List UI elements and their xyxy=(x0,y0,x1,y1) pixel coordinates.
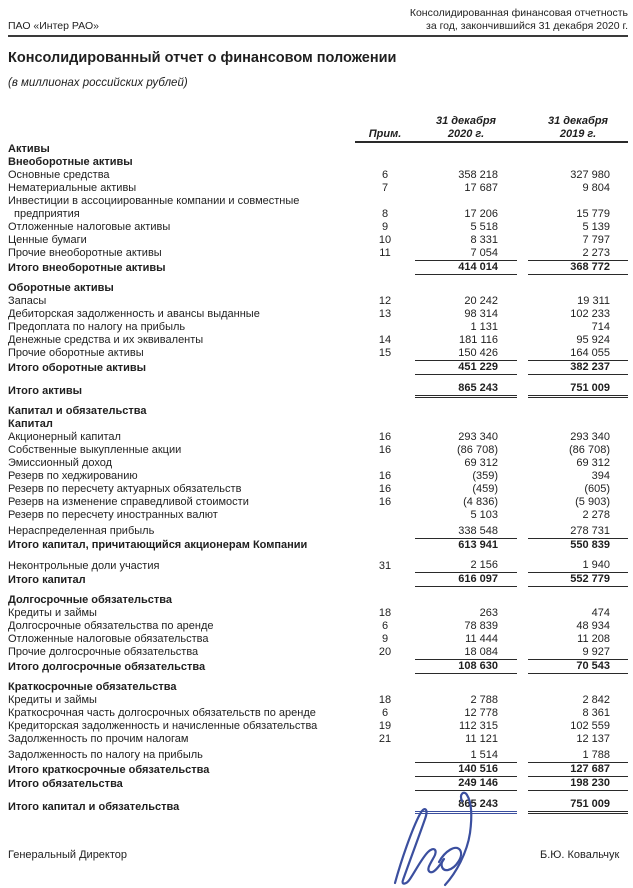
row-label: Прочие долгосрочные обязательства xyxy=(8,646,199,658)
total-row xyxy=(8,360,628,375)
doc-header xyxy=(0,0,633,33)
table-row xyxy=(8,607,628,620)
notes-column-header: Прим. xyxy=(368,128,402,140)
value-cell: 17 687 xyxy=(464,182,498,194)
section-header-row xyxy=(8,156,628,169)
value-cell: 102 233 xyxy=(570,308,610,320)
value-cell: 11 444 xyxy=(465,633,498,645)
value-cell: 15 779 xyxy=(576,208,610,220)
row-values xyxy=(355,470,628,483)
row-values xyxy=(355,360,628,375)
row-label: Итого капитал, причитающийся акционерам Компании xyxy=(8,539,308,551)
total-row xyxy=(8,798,628,814)
value-cell: 70 543 xyxy=(528,659,628,674)
value-cell: 263 xyxy=(479,607,498,619)
value-cell: (86 708) xyxy=(569,444,610,456)
total-row xyxy=(8,260,628,275)
signer-name: Б.Ю. Ковальчук xyxy=(540,849,620,861)
row-values xyxy=(355,509,628,522)
header-underline-group xyxy=(355,115,628,143)
note-ref: 20 xyxy=(378,646,392,658)
row-label: Резерв на изменение справедливой стоимости xyxy=(8,496,249,508)
row-label: Итого обязательства xyxy=(8,778,123,790)
row-values xyxy=(355,496,628,509)
row-label: Итого капитал xyxy=(8,574,86,586)
row-values xyxy=(355,382,628,398)
value-cell: 2 788 xyxy=(470,694,498,706)
note-ref: 9 xyxy=(381,221,389,233)
value-cell: (5 903) xyxy=(575,496,610,508)
note-ref: 21 xyxy=(378,733,392,745)
row-label: Прочие оборотные активы xyxy=(8,347,144,359)
section-header-row xyxy=(8,594,628,607)
value-cell: 451 229 xyxy=(415,360,517,375)
value-cell: 751 009 xyxy=(528,382,628,398)
table-row xyxy=(8,295,628,308)
note-ref: 6 xyxy=(381,620,389,632)
row-label: Резерв по пересчету актуарных обязательств xyxy=(8,483,242,495)
value-cell: 616 097 xyxy=(415,573,517,587)
value-cell: 9 927 xyxy=(582,646,610,658)
value-cell: 368 772 xyxy=(528,260,628,275)
table-row xyxy=(8,247,628,260)
value-cell: (4 836) xyxy=(463,496,498,508)
value-cell: 865 243 xyxy=(415,798,517,814)
note-ref: 13 xyxy=(378,308,392,320)
section-header-row xyxy=(8,681,628,694)
row-values xyxy=(355,208,628,221)
table-row xyxy=(8,321,628,334)
row-values xyxy=(355,483,628,496)
row-label: Внеоборотные активы xyxy=(8,156,133,168)
note-ref: 16 xyxy=(378,483,392,495)
header-divider xyxy=(8,35,628,37)
row-values xyxy=(355,221,628,234)
row-label: Ценные бумаги xyxy=(8,234,87,246)
row-label: Задолженность по прочим налогам xyxy=(8,733,189,745)
row-values xyxy=(355,431,628,444)
value-cell: (359) xyxy=(472,470,498,482)
row-label: Итого активы xyxy=(8,385,83,397)
row-values xyxy=(355,573,628,587)
value-cell: 17 206 xyxy=(464,208,498,220)
value-cell: 127 687 xyxy=(528,762,628,777)
row-label: Оборотные активы xyxy=(8,282,114,294)
row-values xyxy=(355,260,628,275)
table-row xyxy=(8,347,628,360)
note-ref: 14 xyxy=(378,334,392,346)
value-cell: 2 273 xyxy=(582,247,610,259)
row-label: Капитал xyxy=(8,418,53,430)
value-cell: 293 340 xyxy=(458,431,498,443)
value-cell: 1 514 xyxy=(470,749,498,761)
table-row xyxy=(8,431,628,444)
value-cell: 150 426 xyxy=(458,347,498,359)
row-label: Основные средства xyxy=(8,169,110,181)
table-row xyxy=(8,620,628,633)
row-values xyxy=(355,295,628,308)
value-cell: 249 146 xyxy=(415,777,517,791)
row-label: Инвестиции в ассоциированные компании и совместные предприятия xyxy=(8,195,300,220)
row-label: Итого краткосрочные обязательства xyxy=(8,764,210,776)
value-cell: 20 242 xyxy=(464,295,498,307)
table-row xyxy=(8,444,628,457)
note-ref: 16 xyxy=(378,470,392,482)
note-ref: 9 xyxy=(381,633,389,645)
value-cell: 12 137 xyxy=(576,733,610,745)
report-period-line1: Консолидированная финансовая отчетность xyxy=(409,7,628,19)
table-row xyxy=(8,633,628,646)
value-cell: 5 139 xyxy=(582,221,610,233)
row-values xyxy=(355,457,628,470)
total-row xyxy=(8,659,628,674)
row-label: Собственные выкупленные акции xyxy=(8,444,182,456)
value-cell: 69 312 xyxy=(464,457,498,469)
value-cell: (459) xyxy=(472,483,498,495)
value-cell: 8 361 xyxy=(582,707,610,719)
row-label: Долгосрочные обязательства xyxy=(8,594,173,606)
row-label: Активы xyxy=(8,143,50,155)
value-cell: 7 054 xyxy=(470,247,498,259)
value-cell: 2 842 xyxy=(582,694,610,706)
row-values xyxy=(355,720,628,733)
value-cell: 358 218 xyxy=(458,169,498,181)
value-cell: 1 788 xyxy=(582,749,610,761)
value-cell: 108 630 xyxy=(415,659,517,674)
row-label: Итого внеоборотные активы xyxy=(8,262,166,274)
section-header-row xyxy=(8,405,628,418)
row-values xyxy=(355,234,628,247)
value-cell: 95 924 xyxy=(576,334,610,346)
note-ref: 6 xyxy=(381,707,389,719)
note-ref: 18 xyxy=(378,607,392,619)
row-values xyxy=(355,633,628,646)
section-header-row xyxy=(8,418,628,431)
table-row xyxy=(8,483,628,496)
signer-role: Генеральный Директор xyxy=(8,849,128,861)
note-ref: 16 xyxy=(378,431,392,443)
row-label: Прочие внеоборотные активы xyxy=(8,247,162,259)
row-values xyxy=(355,308,628,321)
note-ref: 10 xyxy=(378,234,392,246)
row-values xyxy=(355,762,628,777)
row-label: Итого долгосрочные обязательства xyxy=(8,661,206,673)
row-label: Предоплата по налогу на прибыль xyxy=(8,321,186,333)
value-cell: 5 518 xyxy=(470,221,498,233)
value-cell: 198 230 xyxy=(528,777,628,791)
report-period xyxy=(410,7,628,33)
note-ref: 18 xyxy=(378,694,392,706)
value-cell: 2 156 xyxy=(415,559,517,573)
row-values xyxy=(355,538,628,552)
company-name: ПАО «Интер РАО» xyxy=(8,20,99,32)
row-values xyxy=(355,777,628,791)
value-cell: 9 804 xyxy=(582,182,610,194)
value-cell: 550 839 xyxy=(528,538,628,552)
row-values xyxy=(355,321,628,334)
row-values xyxy=(355,646,628,659)
row-label: Краткосрочная часть долгосрочных обязательств по аренде xyxy=(8,707,316,719)
row-label: Денежные средства и их эквиваленты xyxy=(8,334,204,346)
row-label: Запасы xyxy=(8,295,47,307)
table-row xyxy=(8,234,628,247)
row-values xyxy=(355,659,628,674)
column-header-2019: 31 декабря 2019 г. xyxy=(547,115,609,140)
table-row xyxy=(8,509,628,522)
row-label: Кредиторская задолженность и начисленные обязательства xyxy=(8,720,318,732)
total-row xyxy=(8,762,628,777)
value-cell: 1 940 xyxy=(528,559,628,573)
row-label: Кредиты и займы xyxy=(8,607,97,619)
table-row xyxy=(8,720,628,733)
value-cell: 18 084 xyxy=(464,646,498,658)
value-cell: 293 340 xyxy=(570,431,610,443)
table-row xyxy=(8,169,628,182)
table-row xyxy=(8,733,628,746)
row-label: Итого капитал и обязательства xyxy=(8,801,180,813)
row-label: Нематериальные активы xyxy=(8,182,137,194)
table-row xyxy=(8,707,628,720)
row-values xyxy=(355,749,628,762)
table-row xyxy=(8,559,628,573)
row-label: Итого оборотные активы xyxy=(8,362,147,374)
table-row xyxy=(8,694,628,707)
value-cell: 751 009 xyxy=(528,798,628,814)
value-cell: 11 121 xyxy=(465,733,498,745)
value-cell: 394 xyxy=(591,470,610,482)
section-header-row xyxy=(8,143,628,156)
row-values xyxy=(355,694,628,707)
value-cell: 1 131 xyxy=(470,321,498,333)
column-header-2020: 31 декабря 2020 г. xyxy=(435,115,497,140)
table-row xyxy=(8,646,628,659)
table-row xyxy=(8,195,628,221)
row-values xyxy=(355,334,628,347)
value-cell: 552 779 xyxy=(528,573,628,587)
table-row xyxy=(8,496,628,509)
total-row xyxy=(8,573,628,587)
row-label: Отложенные налоговые обязательства xyxy=(8,633,209,645)
row-values xyxy=(355,620,628,633)
value-cell: 112 315 xyxy=(459,720,498,732)
value-cell: 382 237 xyxy=(528,360,628,375)
table-row xyxy=(8,749,628,762)
value-cell: 474 xyxy=(591,607,610,619)
row-label: Нераспределенная прибыль xyxy=(8,525,155,537)
row-label: Задолженность по налогу на прибыль xyxy=(8,749,203,761)
value-cell: 327 980 xyxy=(570,169,610,181)
value-cell: 69 312 xyxy=(576,457,610,469)
row-label: Дебиторская задолженность и авансы выданные xyxy=(8,308,260,320)
value-cell: 414 014 xyxy=(415,260,517,275)
row-label: Отложенные налоговые активы xyxy=(8,221,171,233)
value-cell: 164 055 xyxy=(570,347,610,359)
total-row xyxy=(8,382,628,398)
row-label: Эмиссионный доход xyxy=(8,457,113,469)
row-values xyxy=(355,525,628,538)
row-label: Долгосрочные обязательства по аренде xyxy=(8,620,214,632)
note-ref: 16 xyxy=(378,496,392,508)
value-cell: 865 243 xyxy=(415,382,517,398)
section-header-row xyxy=(8,282,628,295)
row-values xyxy=(355,707,628,720)
row-values xyxy=(355,607,628,620)
value-cell: 338 548 xyxy=(458,525,498,537)
value-cell: 48 934 xyxy=(576,620,610,632)
table-row xyxy=(8,334,628,347)
value-cell: 278 731 xyxy=(570,525,610,537)
row-label: Краткосрочные обязательства xyxy=(8,681,177,693)
row-values xyxy=(355,169,628,182)
note-ref: 19 xyxy=(378,720,392,732)
row-values xyxy=(355,182,628,195)
value-cell: 98 314 xyxy=(464,308,498,320)
note-ref: 7 xyxy=(381,182,389,194)
value-cell: (86 708) xyxy=(457,444,498,456)
row-values xyxy=(355,247,628,260)
value-cell: 140 516 xyxy=(415,762,517,777)
row-label: Резерв по пересчету иностранных валют xyxy=(8,509,218,521)
row-values xyxy=(355,559,628,573)
value-cell: 613 941 xyxy=(415,538,517,552)
value-cell: (605) xyxy=(584,483,610,495)
table-row xyxy=(8,182,628,195)
row-label: Резерв по хеджированию xyxy=(8,470,138,482)
row-values xyxy=(355,733,628,746)
note-ref: 31 xyxy=(378,560,392,572)
table-row xyxy=(8,221,628,234)
value-cell: 78 839 xyxy=(464,620,498,632)
row-label: Неконтрольные доли участия xyxy=(8,560,160,572)
value-cell: 714 xyxy=(591,321,610,333)
note-ref: 6 xyxy=(381,169,389,181)
note-ref: 11 xyxy=(379,247,391,259)
report-period-line2: за год, закончившийся 31 декабря 2020 г. xyxy=(426,20,628,32)
table-body xyxy=(8,143,628,814)
table-row xyxy=(8,525,628,538)
table-header-row xyxy=(8,115,628,143)
page-title: Консолидированный отчет о финансовом положении xyxy=(8,50,397,66)
units-note: (в миллионах российских рублей) xyxy=(8,77,188,89)
note-ref: 16 xyxy=(378,444,392,456)
value-cell: 11 208 xyxy=(577,633,610,645)
table-row xyxy=(8,457,628,470)
total-row xyxy=(8,777,628,791)
value-cell: 7 797 xyxy=(582,234,610,246)
row-label: Акционерный капитал xyxy=(8,431,121,443)
value-cell: 181 116 xyxy=(459,334,498,346)
row-label: Кредиты и займы xyxy=(8,694,97,706)
note-ref: 12 xyxy=(378,295,392,307)
value-cell: 19 311 xyxy=(577,295,610,307)
value-cell: 102 559 xyxy=(570,720,610,732)
note-ref: 8 xyxy=(381,208,389,220)
row-label: Капитал и обязательства xyxy=(8,405,147,417)
signature-scribble xyxy=(381,791,485,888)
financial-position-table xyxy=(8,115,628,814)
note-ref: 15 xyxy=(378,347,392,359)
table-row xyxy=(8,470,628,483)
value-cell: 2 278 xyxy=(582,509,610,521)
value-cell: 5 103 xyxy=(470,509,498,521)
value-cell: 12 778 xyxy=(464,707,498,719)
row-values xyxy=(355,347,628,360)
row-values xyxy=(355,444,628,457)
total-row xyxy=(8,538,628,552)
value-cell: 8 331 xyxy=(470,234,498,246)
table-row xyxy=(8,308,628,321)
